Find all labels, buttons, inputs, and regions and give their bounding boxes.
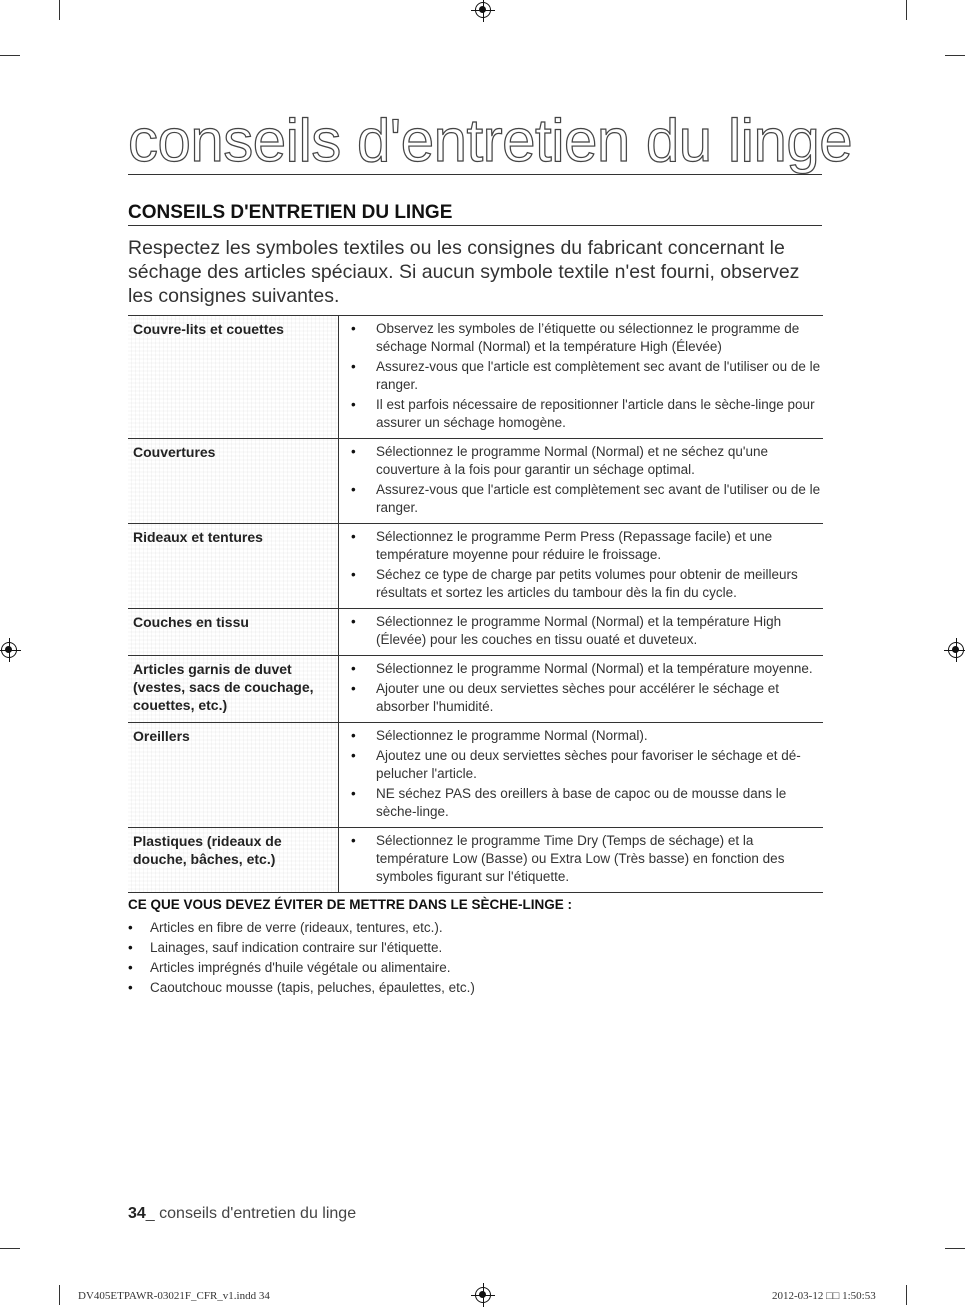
list-item: • Sélectionnez le programme Perm Press (Repassage facile) et une température moyenne pour réduire le froissage.: [345, 528, 823, 564]
registration-mark-icon: [1, 642, 17, 658]
crop-mark-left-top: [0, 55, 20, 56]
section-heading: CONSEILS D'ENTRETIEN DU LINGE: [128, 202, 822, 226]
registration-mark-icon: [475, 1287, 491, 1303]
avoid-heading: CE QUE VOUS DEVEZ ÉVITER DE METTRE DANS LE SÈCHE-LINGE :: [128, 897, 573, 912]
care-tips-list: [345, 528, 823, 602]
crop-mark-bottom-right: [906, 1285, 907, 1305]
list-item: • Ajouter une ou deux serviettes sèches pour accélérer le séchage et absorber l'humidité.: [345, 680, 823, 716]
crop-mark-left-bottom: [0, 1248, 20, 1249]
care-tips-list: [345, 727, 823, 821]
table-row: [128, 524, 823, 609]
table-row: [128, 723, 823, 828]
page-number: 34: [128, 1205, 146, 1222]
chapter-title: conseils d'entretien du linge: [128, 107, 853, 174]
page-footer: [128, 1205, 356, 1223]
list-item: • Sélectionnez le programme Normal (Normal).: [345, 727, 823, 745]
care-item-label: Couvre-lits et couettes: [128, 316, 339, 439]
list-item: • Sélectionnez le programme Normal (Normal) et la température High (Élevée) pour les couches en tissu ouaté et duveteux.: [345, 613, 823, 649]
care-tips-list: [345, 443, 823, 517]
care-item-label: Articles garnis de duvet (vestes, sacs de couchage, couettes, etc.): [128, 656, 339, 723]
list-item: • Lainages, sauf indication contraire sur l'étiquette.: [128, 938, 475, 958]
care-item-label: Rideaux et tentures: [128, 524, 339, 609]
intro-paragraph: Respectez les symboles textiles ou les consignes du fabricant concernant le séchage des articles spéciaux. Si aucun symbole textile n'est fourni, observez les consignes suivantes.: [128, 237, 800, 307]
avoid-list: [128, 918, 475, 998]
care-tips-cell: [339, 609, 824, 656]
crop-mark-right-top: [945, 55, 965, 56]
list-item: • Il est parfois nécessaire de repositionner l'article dans le sèche-linge pour assurer un séchage homogène.: [345, 396, 823, 432]
list-item: • Caoutchouc mousse (tapis, peluches, épaulettes, etc.): [128, 978, 475, 998]
list-item: • Sélectionnez le programme Normal (Normal) et la température moyenne.: [345, 660, 823, 678]
registration-mark-icon: [948, 642, 964, 658]
crop-mark-right-bottom: [945, 1248, 965, 1249]
list-item: • Séchez ce type de charge par petits volumes pour obtenir de meilleurs résultats et sortez les articles du tambour dès la fin du cycle.: [345, 566, 823, 602]
list-item: • Sélectionnez le programme Time Dry (Temps de séchage) et la température Low (Basse) ou Extra Low (Très basse) en fonction des symboles figurant sur l'étiquette.: [345, 832, 823, 886]
crop-mark-bottom-left: [59, 1285, 60, 1305]
page-footer-label: _ conseils d'entretien du linge: [145, 1205, 357, 1222]
list-item: • Articles en fibre de verre (rideaux, tentures, etc.).: [128, 918, 475, 938]
registration-mark-icon: [475, 2, 491, 18]
list-item: • Observez les symboles de l’étiquette ou sélectionnez le programme de séchage Normal (Normal) et la température High (Élevée): [345, 320, 823, 356]
care-tips-list: [345, 320, 823, 432]
care-item-label: Couches en tissu: [128, 609, 339, 656]
care-item-label: Plastiques (rideaux de douche, bâches, etc.): [128, 828, 339, 893]
care-tips-list: [345, 660, 823, 716]
table-row: [128, 656, 823, 723]
care-tips-cell: [339, 723, 824, 828]
care-table: [128, 315, 823, 893]
care-item-label: Oreillers: [128, 723, 339, 828]
list-item: • Assurez-vous que l'article est complètement sec avant de l'utiliser ou de le ranger.: [345, 481, 823, 517]
list-item: • Sélectionnez le programme Normal (Normal) et ne séchez qu'une couverture à la fois pour garantir un séchage optimal.: [345, 443, 823, 479]
crop-mark-top-right: [906, 0, 907, 20]
print-file-info: DV405ETPAWR-03021F_CFR_v1.indd 34: [78, 1290, 270, 1302]
list-item: • Assurez-vous que l'article est complètement sec avant de l'utiliser ou de le ranger.: [345, 358, 823, 394]
table-row: [128, 439, 823, 524]
care-tips-list: [345, 832, 823, 886]
table-row: [128, 828, 823, 893]
crop-mark-top-left: [59, 0, 60, 20]
care-tips-cell: [339, 316, 824, 439]
list-item: • Ajoutez une ou deux serviettes sèches pour favoriser le séchage et dé-pelucher l'article.: [345, 747, 823, 783]
care-tips-cell: [339, 828, 824, 893]
print-timestamp: 2012-03-12 □□ 1:50:53: [772, 1290, 876, 1302]
care-tips-cell: [339, 656, 824, 723]
care-item-label: Couvertures: [128, 439, 339, 524]
list-item: • Articles imprégnés d'huile végétale ou alimentaire.: [128, 958, 475, 978]
table-row: [128, 316, 823, 439]
table-row: [128, 609, 823, 656]
care-tips-list: [345, 613, 823, 649]
care-tips-cell: [339, 439, 824, 524]
care-tips-cell: [339, 524, 824, 609]
list-item: • NE séchez PAS des oreillers à base de capoc ou de mousse dans le sèche-linge.: [345, 785, 823, 821]
